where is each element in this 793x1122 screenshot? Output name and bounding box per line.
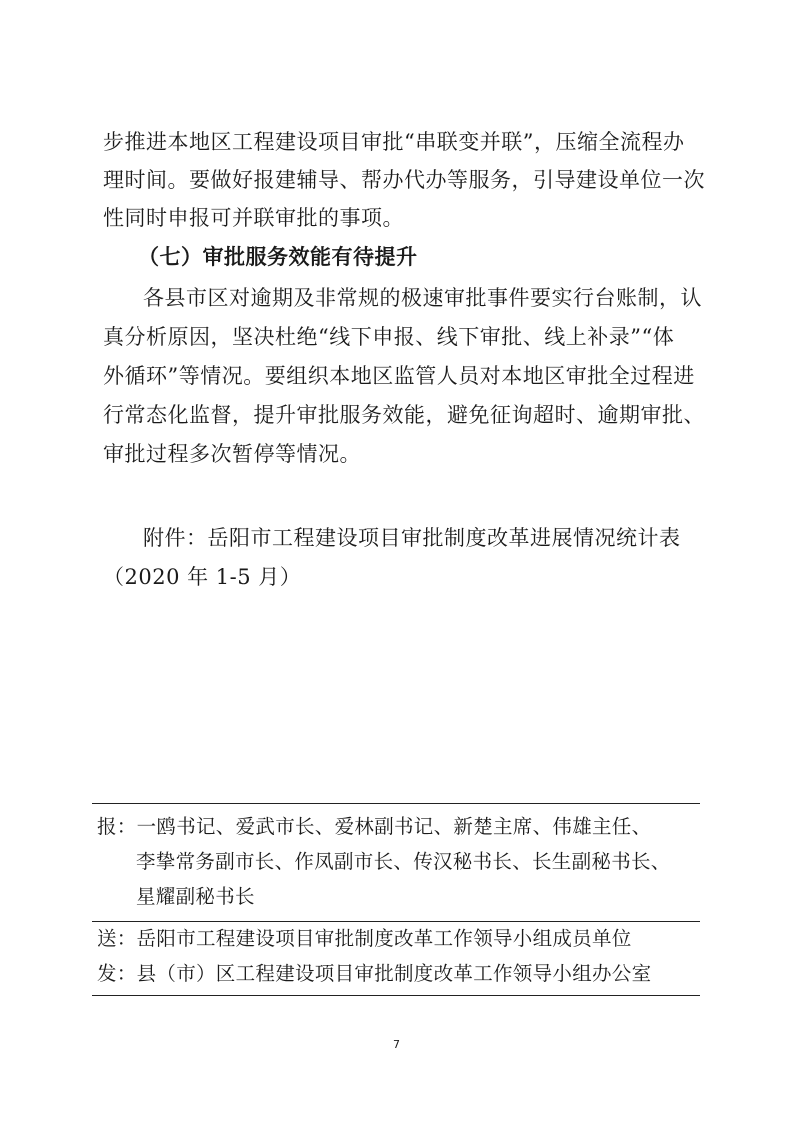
attachment-line: （2020 年 1-5 月） bbox=[103, 565, 302, 589]
body-line: 真分析原因，坚决杜绝“线下申报、线下审批、线上补录”“体 bbox=[103, 325, 675, 349]
attachment-line: 附件：岳阳市工程建设项目审批制度改革进展情况统计表 bbox=[143, 526, 681, 550]
body-line: 各县市区对逾期及非常规的极速审批事件要实行台账制，认 bbox=[143, 286, 702, 310]
distribution-report-line: 李挚常务副市长、作凤副市长、传汉秘书长、长生副秘书长、 bbox=[136, 850, 671, 873]
body-line: 审批过程多次暂停等情况。 bbox=[103, 442, 361, 466]
section-heading: （七）审批服务效能有待提升 bbox=[138, 245, 418, 269]
bottom-divider bbox=[92, 995, 700, 996]
body-line: 理时间。要做好报建辅导、帮办代办等服务，引导建设单位一次 bbox=[103, 168, 705, 192]
top-divider bbox=[92, 803, 700, 804]
distribution-report-line: 星耀副秘书长 bbox=[136, 885, 255, 908]
body-line: 行常态化监督，提升审批服务效能，避免征询超时、逾期审批、 bbox=[103, 403, 705, 427]
body-line: 性同时申报可并联审批的事项。 bbox=[103, 206, 404, 230]
page-number: 7 bbox=[393, 1038, 400, 1051]
body-line: 步推进本地区工程建设项目审批“串联变并联”，压缩全流程办 bbox=[103, 130, 685, 154]
distribution-issue-line: 发：县（市）区工程建设项目审批制度改革工作领导小组办公室 bbox=[97, 962, 652, 985]
body-line: 外循环”等情况。要组织本地区监管人员对本地区审批全过程进 bbox=[103, 364, 695, 388]
distribution-send-line: 送：岳阳市工程建设项目审批制度改革工作领导小组成员单位 bbox=[97, 927, 632, 950]
distribution-report-line: 报：一鸥书记、爱武市长、爱林副书记、新楚主席、伟雄主任、 bbox=[97, 815, 652, 838]
middle-divider bbox=[92, 921, 700, 922]
